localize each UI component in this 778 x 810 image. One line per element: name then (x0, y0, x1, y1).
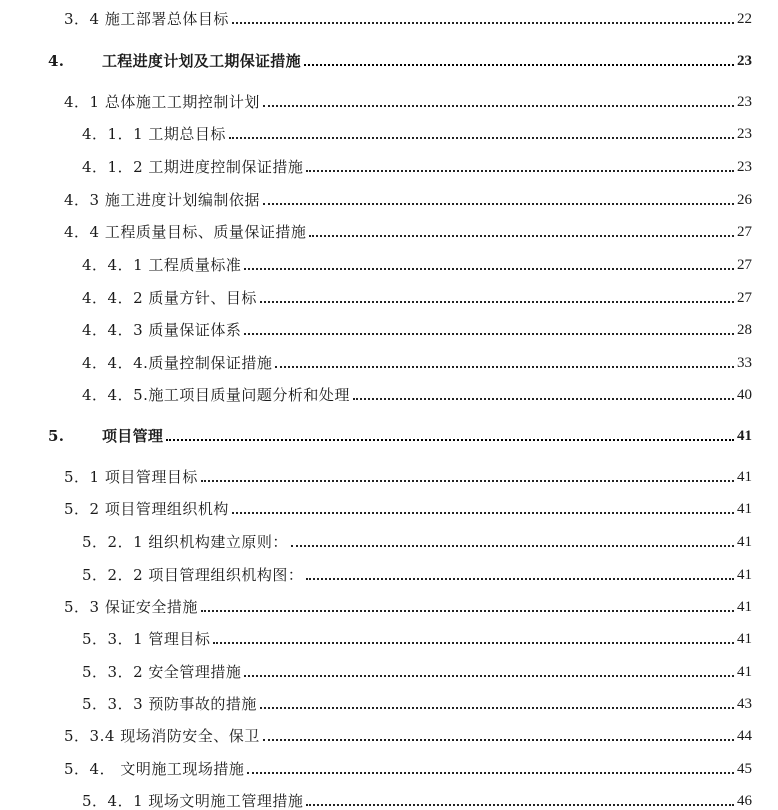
dot-leader (263, 739, 734, 741)
toc-entry-title: 5．3．1 管理目标 (82, 630, 211, 648)
toc-entry-title: 5. 项目管理 (48, 427, 164, 445)
dot-leader (306, 578, 734, 580)
toc-page-number: 23 (737, 94, 752, 110)
toc-entry-title: 4．1 总体施工工期控制计划 (64, 93, 260, 111)
toc-entry-title: 5．3．2 安全管理措施 (82, 663, 242, 681)
toc-entry-title: 4．1．2 工期进度控制保证措施 (82, 158, 304, 176)
dot-leader (291, 545, 734, 547)
toc-entry-title: 4．4．3 质量保证体系 (82, 321, 242, 339)
dot-leader (263, 203, 734, 205)
dot-leader (166, 439, 734, 441)
toc-entry[interactable] (64, 494, 752, 518)
dot-leader (244, 675, 734, 677)
toc-entry-title: 3．4 施工部署总体目标 (64, 10, 229, 28)
toc-page-number: 41 (737, 501, 752, 517)
toc-entry[interactable] (82, 657, 752, 681)
toc-entry[interactable] (64, 87, 752, 111)
dot-leader (260, 301, 734, 303)
toc-page-number: 33 (737, 355, 752, 371)
toc-entry[interactable] (82, 689, 752, 713)
toc-page-number: 22 (737, 11, 752, 27)
toc-entry-title: 4．4．1 工程质量标准 (82, 256, 242, 274)
toc-page-number: 44 (737, 728, 752, 744)
toc-page-number: 41 (737, 469, 752, 485)
toc-page-number: 26 (737, 192, 752, 208)
toc-entry[interactable] (82, 283, 752, 307)
toc-entry-title: 5．2．1 组织机构建立原则： (82, 533, 288, 551)
toc-entry[interactable] (82, 527, 752, 551)
toc-entry[interactable] (82, 560, 752, 584)
toc-entry[interactable] (64, 217, 752, 241)
dot-leader (201, 610, 734, 612)
toc-entry[interactable] (64, 592, 752, 616)
dot-leader (309, 235, 734, 237)
toc-entry[interactable] (64, 185, 752, 209)
dot-leader (304, 64, 734, 66)
toc-entry[interactable] (82, 380, 752, 404)
toc-page-number: 40 (737, 387, 752, 403)
toc-entry[interactable] (64, 4, 752, 28)
toc-page-number: 41 (737, 664, 752, 680)
dot-leader (306, 804, 734, 806)
toc-entry[interactable] (82, 152, 752, 176)
toc-page-number: 41 (737, 534, 752, 550)
dot-leader (306, 170, 734, 172)
toc-entry-title: 5．2 项目管理组织机构 (64, 500, 229, 518)
dot-leader (247, 772, 734, 774)
toc-entry-title: 4．4 工程质量目标、质量保证措施 (64, 223, 307, 241)
toc-entry-title: 5．3.4 现场消防安全、保卫 (64, 727, 260, 745)
toc-entry[interactable] (64, 754, 752, 778)
toc-page-number: 23 (737, 159, 752, 175)
toc-page-number: 41 (737, 631, 752, 647)
toc-entry-title: 4．4．2 质量方针、目标 (82, 289, 257, 307)
toc-page-number: 27 (737, 290, 752, 306)
toc-page-number: 41 (737, 428, 752, 444)
toc-entry-title: 4．4．5.施工项目质量问题分析和处理 (82, 386, 350, 404)
toc-entry-title: 5．2．2 项目管理组织机构图： (82, 566, 304, 584)
toc-entry[interactable] (82, 624, 752, 648)
dot-leader (244, 268, 734, 270)
toc-page-number: 23 (737, 53, 752, 69)
toc-entry-title: 5．4． 文明施工现场措施 (64, 760, 245, 778)
toc-entry[interactable] (64, 721, 752, 745)
dot-leader (232, 512, 734, 514)
toc-page-number: 43 (737, 696, 752, 712)
toc-entry-title: 4．3 施工进度计划编制依据 (64, 191, 260, 209)
dot-leader (201, 480, 734, 482)
dot-leader (213, 642, 734, 644)
toc-page-number: 28 (737, 322, 752, 338)
toc-page-number: 23 (737, 126, 752, 142)
dot-leader (263, 105, 734, 107)
toc-entry[interactable] (82, 348, 752, 372)
toc-entry-title: 4．1．1 工期总目标 (82, 125, 226, 143)
toc-entry-title: 5．1 项目管理目标 (64, 468, 198, 486)
dot-leader (229, 137, 734, 139)
dot-leader (275, 366, 734, 368)
dot-leader (260, 707, 734, 709)
toc-page-number: 27 (737, 224, 752, 240)
toc-entry[interactable] (82, 250, 752, 274)
toc-entry-title: 4. 工程进度计划及工期保证措施 (48, 52, 301, 70)
toc-entry-title: 5．3 保证安全措施 (64, 598, 198, 616)
toc-entry[interactable] (82, 315, 752, 339)
toc-page-number: 41 (737, 599, 752, 615)
toc-entry-title: 5．4．1 现场文明施工管理措施 (82, 792, 304, 810)
dot-leader (353, 398, 734, 400)
dot-leader (232, 22, 734, 24)
toc-page-number: 41 (737, 567, 752, 583)
toc-entry[interactable] (82, 119, 752, 143)
toc-page-number: 46 (737, 793, 752, 809)
toc-page-number: 45 (737, 761, 752, 777)
toc-entry[interactable] (48, 46, 752, 70)
toc-entry[interactable] (48, 421, 752, 445)
toc-entry-title: 4．4．4.质量控制保证措施 (82, 354, 273, 372)
toc-entry-title: 5．3．3 预防事故的措施 (82, 695, 257, 713)
toc-entry[interactable] (82, 786, 752, 810)
toc-page-number: 27 (737, 257, 752, 273)
toc-entry[interactable] (64, 462, 752, 486)
dot-leader (244, 333, 734, 335)
